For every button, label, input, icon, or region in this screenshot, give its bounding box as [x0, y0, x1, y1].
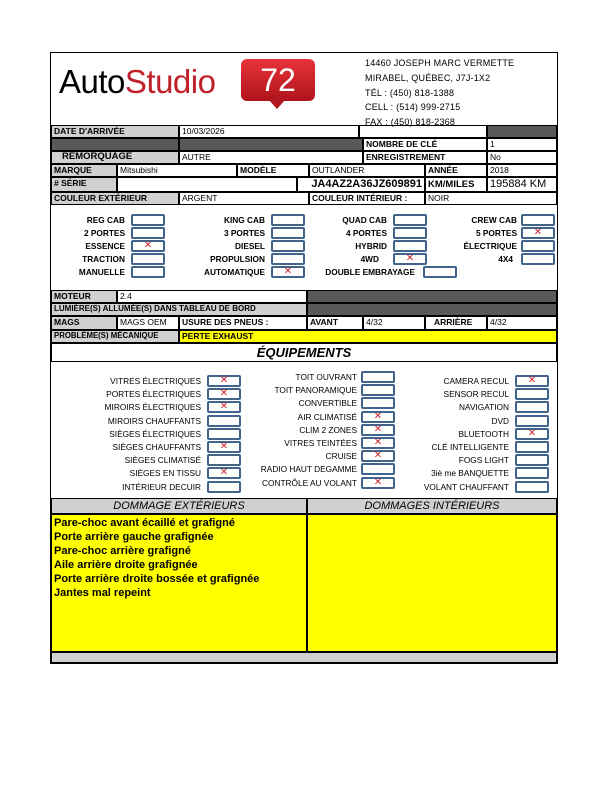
address-line: CELL : (514) 999-2715 — [365, 102, 461, 113]
dash-lights-label: LUMIÈRE(S) ALLUMÉE(S) DANS TABLEAU DE BORD — [51, 303, 307, 316]
option-checkbox-crew-cab[interactable] — [521, 214, 555, 226]
option-label-propulsion: PROPULSION — [210, 254, 265, 264]
address-block — [365, 56, 514, 130]
check-mark-icon: ✕ — [143, 240, 153, 251]
ext-damage-item: Porte arrière droite bossée et grafignée — [54, 573, 260, 585]
option-checkbox-diesel[interactable] — [271, 240, 305, 252]
arrival-blank — [359, 125, 487, 138]
ext-damage-item: Aile arrière droite grafignée — [54, 559, 198, 571]
option-checkbox-electrique[interactable] — [521, 240, 555, 252]
tow-value: AUTRE — [179, 151, 363, 164]
equipment-checkbox-toit-panoramique[interactable] — [361, 384, 395, 396]
front-value: 4/32 — [363, 316, 425, 330]
option-label-king-cab: KING CAB — [223, 215, 265, 225]
equipment-label-navigation: NAVIGATION — [459, 402, 509, 413]
equipment-label-radio-haut-degamme: RADIO HAUT DEGAMME — [260, 464, 357, 475]
option-label-electrique: ÉLECTRIQUE — [463, 241, 517, 251]
logo-auto: Auto — [59, 63, 125, 100]
equipment-checkbox-sieges-en-tissu[interactable] — [207, 467, 241, 479]
check-mark-icon: ✕ — [373, 410, 383, 422]
equipment-label-toit-ouvrant: TOIT OUVRANT — [295, 372, 357, 382]
mags-label: MAGS — [51, 316, 117, 330]
check-mark-icon: ✕ — [373, 437, 383, 448]
arrival-value: 10/03/2026 — [179, 125, 359, 138]
equipment-label-convertible: CONVERTIBLE — [298, 398, 357, 409]
mags-value: MAGS OEM — [117, 316, 179, 330]
equipment-label-sieges-climatise: SIÈGES CLIMATISÉ — [124, 455, 201, 466]
ext-damage-list — [51, 514, 307, 652]
option-checkbox-automatique[interactable] — [271, 266, 305, 278]
equipment-checkbox-sieges-climatise[interactable] — [207, 454, 241, 466]
equipment-checkbox-convertible[interactable] — [361, 397, 395, 409]
equipment-checkbox-3ie-me-banquette[interactable] — [515, 467, 549, 479]
option-label-crew-cab: CREW CAB — [471, 215, 517, 225]
equipment-label-interieur-decuir: INTÉRIEUR DECUIR — [122, 481, 201, 492]
equipment-checkbox-navigation[interactable] — [515, 401, 549, 413]
int-damage-list — [307, 514, 557, 652]
ext-color-value: ARGENT — [179, 192, 309, 205]
check-mark-icon: ✕ — [219, 401, 229, 413]
make-value: Mitsubishi — [117, 164, 237, 177]
option-label-double-embrayage: DOUBLE EMBRAYAGE — [325, 267, 415, 277]
equipment-checkbox-miroirs-electriques[interactable] — [207, 401, 241, 413]
km-value: 195884 KM — [487, 177, 557, 192]
model-label: MODÈLE — [237, 164, 309, 177]
serial-blank — [117, 177, 297, 192]
engine-label: MOTEUR — [51, 290, 117, 303]
equipment-label-controle-au-volant: CONTRÔLE AU VOLANT — [262, 477, 357, 488]
check-mark-icon: ✕ — [283, 266, 293, 277]
autostudio-logo — [59, 63, 215, 101]
logo-bubble-tail — [269, 100, 285, 109]
ext-damage-item: Jantes mal repeint — [54, 587, 151, 599]
registration-value: No — [487, 151, 557, 164]
arrival-label: DATE D'ARRIVÉE — [51, 125, 179, 138]
equipment-checkbox-miroirs-chauffants[interactable] — [207, 415, 241, 427]
option-label-4x4: 4X4 — [498, 254, 513, 264]
tire-wear-label: USURE DES PNEUS : — [179, 316, 307, 330]
vehicle-options-grid — [51, 205, 557, 289]
dark-bar — [307, 303, 557, 316]
equipment-label-vitres-electriques: VITRES ÉLECTRIQUES — [110, 376, 201, 386]
registration-label: ENREGISTREMENT — [363, 151, 487, 164]
equipment-checkbox-sensor-recul[interactable] — [515, 388, 549, 400]
equipment-label-cruise: CRUISE — [325, 451, 357, 462]
equipment-checkbox-bluetooth[interactable] — [515, 428, 549, 440]
km-label: KM/MILES — [425, 177, 487, 192]
equipment-label-camera-recul: CAMERA RECUL — [443, 376, 509, 386]
option-label-automatique: AUTOMATIQUE — [204, 267, 265, 277]
dark-bar — [51, 138, 179, 151]
address-line: MIRABEL, QUÉBEC, J7J-1X2 — [365, 72, 491, 83]
footer-bar — [51, 652, 557, 663]
ext-damage-item: Pare-choc arrière grafigné — [54, 545, 191, 557]
equipment-label-sieges-electriques: SIÈGES ÉLECTRIQUES — [109, 428, 201, 439]
address-line: FAX : (450) 818-2368 — [365, 117, 456, 128]
check-mark-icon: ✕ — [373, 450, 383, 462]
option-checkbox-hybrid[interactable] — [393, 240, 427, 252]
check-mark-icon: ✕ — [373, 476, 383, 488]
equipment-label-miroirs-electriques: MIROIRS ÉLECTRIQUES — [104, 402, 201, 413]
option-label-4-portes: 4 PORTES — [345, 228, 387, 238]
address-line: TÉL : (450) 818-1388 — [365, 87, 455, 98]
serial-label: # SÉRIE — [51, 177, 117, 192]
equipment-title: ÉQUIPEMENTS — [256, 345, 352, 360]
int-color-label: COULEUR INTÉRIEUR : — [309, 192, 425, 205]
front-label: AVANT — [307, 316, 363, 330]
option-checkbox-essence[interactable] — [131, 240, 165, 252]
option-checkbox-quad-cab[interactable] — [393, 214, 427, 226]
equipment-label-portes-electriques: PORTES ÉLECTRIQUES — [106, 389, 201, 400]
tow-label: REMORQUAGE — [51, 151, 179, 164]
equipment-checkbox-air-climatise[interactable] — [361, 411, 395, 423]
option-label-4wd: 4WD — [360, 254, 379, 264]
rear-value: 4/32 — [487, 316, 557, 330]
ext-damage-header — [51, 498, 307, 514]
dark-bar — [179, 138, 363, 151]
keys-value: 1 — [487, 138, 557, 151]
option-checkbox-king-cab[interactable] — [271, 214, 305, 226]
ext-damage-item: Porte arrière gauche grafignée — [54, 531, 214, 543]
logo-number-bubble: 72 — [241, 59, 315, 101]
int-damage-title: DOMMAGES INTÉRIEURS — [364, 500, 500, 512]
check-mark-icon: ✕ — [219, 375, 229, 386]
equipment-checkbox-dvd[interactable] — [515, 415, 549, 427]
equipment-checkbox-volant-chauffant[interactable] — [515, 481, 549, 493]
option-checkbox-4-portes[interactable] — [393, 227, 427, 239]
option-label-3-portes: 3 PORTES — [223, 228, 265, 238]
equipment-checkbox-radio-haut-degamme[interactable] — [361, 463, 395, 475]
option-checkbox-reg-cab[interactable] — [131, 214, 165, 226]
option-checkbox-4wd[interactable] — [393, 253, 427, 265]
equipment-label-sieges-en-tissu: SIÈGES EN TISSU — [129, 468, 201, 479]
option-checkbox-propulsion[interactable] — [271, 253, 305, 265]
check-mark-icon: ✕ — [533, 227, 543, 238]
header — [51, 53, 557, 128]
check-mark-icon: ✕ — [219, 388, 229, 400]
make-label: MARQUE — [51, 164, 117, 177]
equipment-checkbox-clim-2-zones[interactable] — [361, 424, 395, 436]
ext-damage-title: DOMMAGE EXTÉRIEURS — [113, 500, 245, 512]
ext-color-label: COULEUR EXTÉRIEUR — [51, 192, 179, 205]
option-checkbox-double-embrayage[interactable] — [423, 266, 457, 278]
option-label-traction: TRACTION — [82, 254, 125, 264]
engine-value: 2.4 — [117, 290, 307, 303]
option-label-manuelle: MANUELLE — [78, 267, 125, 277]
rear-label: ARRIÈRE — [425, 316, 487, 330]
option-checkbox-4x4[interactable] — [521, 253, 555, 265]
equipment-checkbox-interieur-decuir[interactable] — [207, 481, 241, 493]
check-mark-icon: ✕ — [527, 427, 537, 439]
address-line: 14460 JOSEPH MARC VERMETTE — [365, 58, 515, 68]
equipment-grid — [51, 362, 557, 498]
int-damage-header — [307, 498, 557, 514]
option-checkbox-2-portes[interactable] — [131, 227, 165, 239]
option-checkbox-3-portes[interactable] — [271, 227, 305, 239]
equipment-label-bluetooth: BLUETOOTH — [458, 428, 509, 439]
option-checkbox-5-portes[interactable] — [521, 227, 555, 239]
equipment-label-cle-intelligente: CLÉ INTELLIGENTE — [431, 442, 509, 452]
serial-value: JA4AZ2A36JZ609891 — [297, 177, 425, 192]
equipment-label-3ie-me-banquette: 3iè me BANQUETTE — [431, 468, 509, 479]
mech-value: PERTE EXHAUST — [179, 330, 557, 343]
equipment-checkbox-vitres-teintees[interactable] — [361, 437, 395, 449]
int-color-value: NOIR — [425, 192, 557, 205]
equipment-label-vitres-teintees: VITRES TEINTÉES — [284, 438, 357, 448]
equipment-checkbox-sieges-chauffants[interactable] — [207, 441, 241, 453]
check-mark-icon: ✕ — [527, 375, 537, 386]
equipment-checkbox-sieges-electriques[interactable] — [207, 428, 241, 440]
check-mark-icon: ✕ — [219, 467, 229, 479]
equipment-label-dvd: DVD — [491, 415, 509, 426]
dark-bar — [307, 290, 557, 303]
equipment-label-toit-panoramique: TOIT PANORAMIQUE — [274, 385, 357, 396]
equipment-checkbox-portes-electriques[interactable] — [207, 388, 241, 400]
equipment-label-sensor-recul: SENSOR RECUL — [443, 389, 509, 400]
header-bar — [487, 125, 557, 138]
vehicle-inspection-form — [50, 52, 558, 664]
equipment-label-miroirs-chauffants: MIROIRS CHAUFFANTS — [107, 415, 201, 426]
option-checkbox-manuelle[interactable] — [131, 266, 165, 278]
equipment-checkbox-controle-au-volant[interactable] — [361, 477, 395, 489]
option-label-diesel: DIESEL — [235, 241, 265, 251]
option-label-essence: ESSENCE — [85, 241, 125, 251]
model-value: OUTLANDER — [309, 164, 425, 177]
equipment-label-sieges-chauffants: SIÈGES CHAUFFANTS — [112, 442, 201, 452]
logo-studio: Studio — [124, 63, 216, 100]
option-label-2-portes: 2 PORTES — [83, 228, 125, 238]
year-label: ANNÉE — [425, 164, 487, 177]
equipment-label-clim-2-zones: CLIM 2 ZONES — [299, 424, 357, 435]
equipment-checkbox-toit-ouvrant[interactable] — [361, 371, 395, 383]
check-mark-icon: ✕ — [405, 253, 415, 264]
equipment-checkbox-camera-recul[interactable] — [515, 375, 549, 387]
equipment-label-air-climatise: AIR CLIMATISÉ — [297, 411, 357, 422]
equipment-label-volant-chauffant: VOLANT CHAUFFANT — [423, 481, 509, 492]
year-value: 2018 — [487, 164, 557, 177]
equipment-title-row — [51, 343, 557, 362]
check-mark-icon: ✕ — [373, 423, 383, 435]
option-checkbox-traction[interactable] — [131, 253, 165, 265]
option-label-hybrid: HYBRID — [355, 241, 387, 251]
option-label-5-portes: 5 PORTES — [475, 228, 517, 238]
check-mark-icon: ✕ — [219, 441, 229, 452]
ext-damage-item: Pare-choc avant écaillé et grafigné — [54, 517, 235, 529]
equipment-checkbox-vitres-electriques[interactable] — [207, 375, 241, 387]
equipment-checkbox-cle-intelligente[interactable] — [515, 441, 549, 453]
equipment-checkbox-cruise[interactable] — [361, 450, 395, 462]
keys-label: NOMBRE DE CLÉ — [363, 138, 487, 151]
option-label-quad-cab: QUAD CAB — [342, 215, 387, 225]
equipment-label-fogs-light: FOGS LIGHT — [458, 455, 509, 466]
equipment-checkbox-fogs-light[interactable] — [515, 454, 549, 466]
mech-label: PROBLÈME(S) MÉCANIQUE — [51, 330, 179, 343]
option-label-reg-cab: REG CAB — [86, 215, 125, 225]
